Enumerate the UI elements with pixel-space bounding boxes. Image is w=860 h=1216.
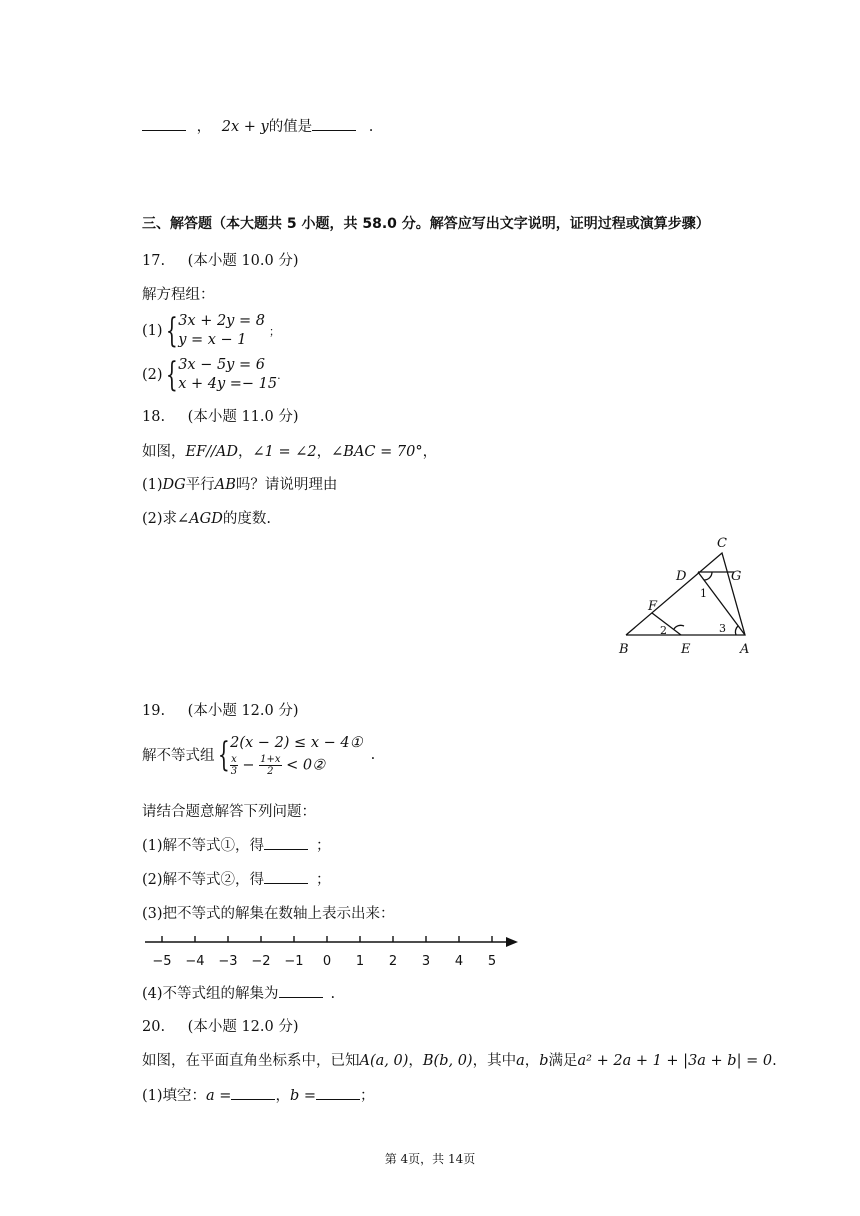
- carryover-line: [142, 115, 373, 136]
- text: (1)解不等式①，得: [142, 838, 265, 854]
- angle-label-1: 1: [700, 587, 707, 600]
- inequality: 2(x − 2) ≤ x − 4①: [230, 735, 363, 751]
- angle-arc-3: [735, 626, 738, 635]
- equation: y = x − 1: [178, 332, 247, 348]
- question-number: 17.: [142, 253, 166, 269]
- text: ；: [316, 838, 331, 854]
- q19-instruction: 请结合题意解答下列问题：: [142, 804, 316, 820]
- text: 吗？请说明理由: [235, 477, 338, 493]
- q18-part1: [142, 473, 337, 494]
- angle-arc-2: [674, 625, 684, 629]
- equation-system: [178, 356, 277, 394]
- angle-label-3: 3: [719, 622, 726, 635]
- text: ，其中: [472, 1053, 517, 1069]
- triangle-abc: [626, 553, 745, 635]
- text: ，: [238, 444, 253, 460]
- brace: {: [165, 355, 178, 395]
- text: 满足: [548, 1053, 578, 1069]
- text: (1)填空：: [142, 1088, 207, 1104]
- question-18-header: [142, 405, 299, 426]
- part-label: (2): [142, 367, 163, 383]
- q17-prompt: 解方程组：: [142, 287, 215, 303]
- math: b: [539, 1053, 549, 1069]
- math: A(a, 0): [359, 1053, 409, 1069]
- math-expression: 2x + y: [221, 119, 269, 135]
- angle-label-2: 2: [660, 624, 667, 637]
- answer-blank: [316, 1085, 360, 1100]
- question-score: (本小题 12.0 分): [187, 703, 299, 719]
- tick-label: −2: [251, 954, 271, 969]
- math: b =: [289, 1088, 316, 1104]
- text: ，: [422, 444, 438, 460]
- text: 的值是: [268, 119, 313, 135]
- label-a: A: [740, 642, 750, 657]
- period: .: [772, 1053, 777, 1069]
- label-e: E: [681, 642, 691, 657]
- answer-blank: [312, 116, 356, 131]
- tick-label: 1: [355, 954, 365, 969]
- period: .: [370, 746, 376, 763]
- question-number: 18.: [142, 409, 166, 425]
- question-score: (本小题 11.0 分): [187, 409, 299, 425]
- question-score: (本小题 12.0 分): [187, 1019, 299, 1035]
- q19-part2: [142, 868, 331, 889]
- label-c: C: [717, 536, 727, 551]
- question-number: 19.: [142, 703, 166, 719]
- question-17-header: [142, 249, 299, 270]
- equation: 3x − 5y = 6: [178, 357, 265, 373]
- period: .: [330, 986, 336, 1002]
- comma: ，: [196, 119, 212, 135]
- tick-label: −4: [185, 954, 205, 969]
- section-heading: 三、解答题（本大题共 5 小题，共 58.0 分。解答应写出文字说明，证明过程或演算步骤）: [142, 216, 710, 232]
- label-g: G: [731, 569, 742, 584]
- part-label: (1): [142, 323, 163, 339]
- math: B(b, 0): [422, 1053, 473, 1069]
- equation-system: [178, 312, 265, 350]
- q19-part1: [142, 834, 331, 855]
- semicolon: ；: [268, 325, 280, 338]
- answer-blank: [279, 983, 323, 998]
- text: (1): [142, 477, 163, 493]
- text: (4)不等式组的解集为: [142, 986, 279, 1002]
- question-19-header: [142, 699, 299, 720]
- text: ，: [408, 1053, 423, 1069]
- text: ；: [360, 1088, 375, 1104]
- label-f: F: [648, 599, 658, 614]
- text: (2)解不等式②，得: [142, 872, 265, 888]
- tick-label: −5: [152, 954, 172, 969]
- math: EF//AD: [185, 444, 239, 460]
- text: (2)求: [142, 511, 178, 527]
- angle-arc-1: [704, 572, 712, 580]
- text: 解不等式组: [142, 748, 215, 764]
- label-d: D: [676, 569, 687, 584]
- brace: {: [217, 734, 230, 775]
- text: ，: [524, 1053, 540, 1069]
- text: 如图，: [142, 444, 186, 460]
- brace: {: [165, 311, 178, 351]
- math: AB: [214, 477, 236, 493]
- math: ∠BAC = 70°: [331, 444, 423, 460]
- q17-part1: [142, 312, 280, 350]
- q20-part1: [142, 1084, 375, 1105]
- q19-part4: [142, 982, 335, 1003]
- math: a² + 2a + 1 + |3a + b| = 0: [577, 1053, 773, 1069]
- text: ，: [316, 444, 332, 460]
- answer-blank: [264, 869, 308, 884]
- math: a: [516, 1053, 525, 1069]
- page-footer: 第 4页，共 14页: [384, 1152, 476, 1166]
- tick-label: 3: [421, 954, 431, 969]
- equation: 3x + 2y = 8: [178, 313, 265, 329]
- period: .: [277, 369, 281, 382]
- text: 的度数.: [222, 511, 271, 527]
- answer-blank: [231, 1085, 275, 1100]
- period: .: [368, 119, 374, 135]
- text: 如图，在平面直角坐标系中，已知: [142, 1053, 360, 1069]
- question-score: (本小题 10.0 分): [187, 253, 299, 269]
- q19-part3: (3)把不等式的解集在数轴上表示出来：: [142, 906, 395, 922]
- fraction: $\frac{x}{3}$: [230, 754, 238, 777]
- question-number: 20.: [142, 1019, 166, 1035]
- inequality-system: [230, 732, 362, 777]
- q18-part2: [142, 507, 271, 528]
- answer-blank: [142, 116, 186, 131]
- question-20-header: [142, 1015, 299, 1036]
- number-line: [140, 930, 525, 972]
- fraction: $\frac{1+x}{2}$: [260, 754, 281, 777]
- math: ∠AGD: [177, 511, 223, 527]
- equation: x + 4y =− 15: [178, 376, 278, 392]
- q20-given: [142, 1049, 777, 1070]
- tick-label: 2: [388, 954, 398, 969]
- text: ，: [275, 1088, 290, 1104]
- text: ；: [316, 872, 331, 888]
- tick-label: 0: [322, 954, 332, 969]
- triangle-figure: [600, 530, 770, 660]
- label-b: B: [619, 642, 629, 657]
- q18-given: [142, 440, 437, 461]
- inequality: < 0②: [286, 757, 326, 774]
- math: ∠1 = ∠2: [252, 444, 317, 460]
- minus: −: [242, 757, 255, 774]
- math: a =: [206, 1088, 232, 1104]
- q17-part2: [142, 356, 281, 394]
- math: DG: [162, 477, 186, 493]
- text: 平行: [185, 477, 215, 493]
- tick-label: −3: [218, 954, 238, 969]
- answer-blank: [264, 835, 308, 850]
- q19-system: [142, 732, 375, 777]
- tick-label: 4: [454, 954, 464, 969]
- arrow-head: [506, 937, 518, 947]
- tick-label: 5: [487, 954, 497, 969]
- tick-label: −1: [284, 954, 304, 969]
